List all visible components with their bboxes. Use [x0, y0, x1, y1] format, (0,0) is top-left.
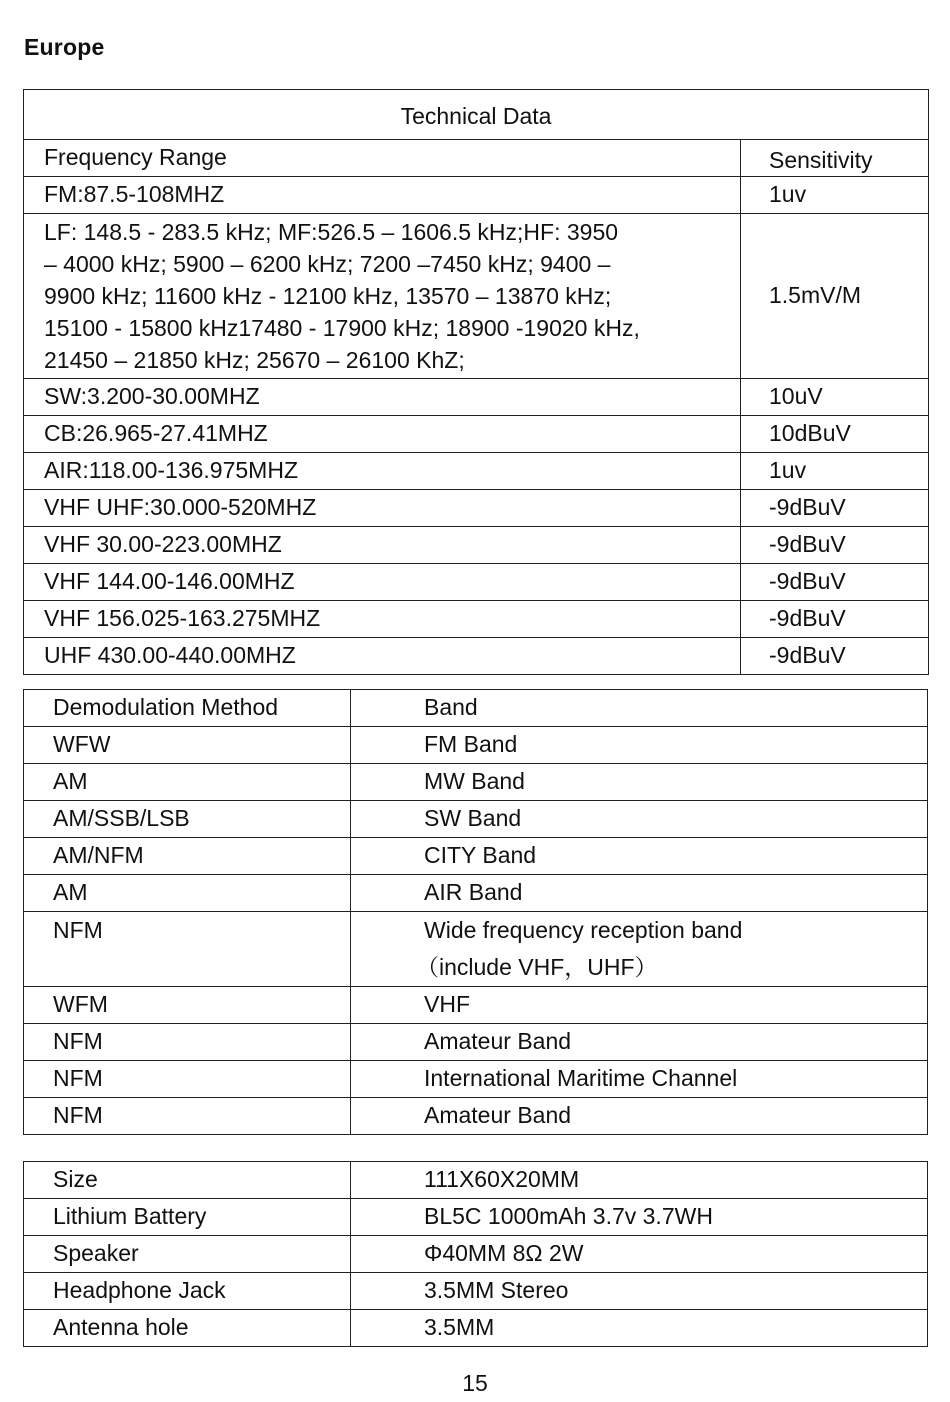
band-line: Wide frequency reception band: [424, 917, 743, 943]
technical-data-title: Technical Data: [24, 90, 929, 140]
table-row: [24, 1098, 928, 1135]
table-row: [24, 453, 929, 490]
method-cell: [24, 912, 351, 987]
spec-label: Headphone Jack: [24, 1273, 351, 1310]
sensitivity-header-label: Sensitivity: [769, 147, 873, 174]
table-row: [24, 527, 929, 564]
table-row: [24, 912, 928, 987]
method-cell: WFW: [24, 727, 351, 764]
band-cell: Amateur Band: [351, 1024, 928, 1061]
table-row: [24, 564, 929, 601]
band-cell: CITY Band: [351, 838, 928, 875]
page-number: 15: [462, 1370, 488, 1396]
spec-label: Size: [24, 1162, 351, 1199]
sensitivity-cell: -9dBuV: [741, 490, 929, 527]
frequency-line: 9900 kHz; 11600 kHz - 12100 kHz, 13570 – 13870 kHz;: [44, 283, 612, 309]
demodulation-table: [23, 689, 928, 1135]
table-row: [24, 1199, 928, 1236]
band-cell: Amateur Band: [351, 1098, 928, 1135]
sensitivity-cell: 1.5mV/M: [741, 214, 929, 379]
table-row: [24, 1024, 928, 1061]
frequency-cell: UHF 430.00-440.00MHZ: [24, 638, 741, 675]
method-cell: WFM: [24, 987, 351, 1024]
sensitivity-cell: -9dBuV: [741, 527, 929, 564]
frequency-line: LF: 148.5 - 283.5 kHz; MF:526.5 – 1606.5 kHz;HF: 3950: [44, 219, 619, 245]
table-row: [24, 601, 929, 638]
sensitivity-cell: -9dBuV: [741, 601, 929, 638]
region-heading: Europe: [24, 34, 105, 60]
sensitivity-cell: -9dBuV: [741, 638, 929, 675]
method-label: NFM: [53, 917, 103, 943]
method-cell: NFM: [24, 1061, 351, 1098]
frequency-cell: VHF 144.00-146.00MHZ: [24, 564, 741, 601]
table-row: [24, 1310, 928, 1347]
table-row: [24, 638, 929, 675]
band-cell: VHF: [351, 987, 928, 1024]
spec-value: BL5C 1000mAh 3.7v 3.7WH: [351, 1199, 928, 1236]
frequency-cell: CB:26.965-27.41MHZ: [24, 416, 741, 453]
sensitivity-header: [741, 140, 929, 177]
spec-value: 111X60X20MM: [351, 1162, 928, 1199]
table-row: [24, 177, 929, 214]
frequency-cell: SW:3.200-30.00MHZ: [24, 379, 741, 416]
frequency-line: – 4000 kHz; 5900 – 6200 kHz; 7200 –7450 kHz; 9400 –: [44, 251, 611, 277]
method-cell: AM: [24, 875, 351, 912]
physical-specs-table: [23, 1161, 928, 1347]
band-cell: AIR Band: [351, 875, 928, 912]
band-cell-multiline: [351, 912, 928, 987]
table-row: [24, 801, 928, 838]
table-row: [24, 987, 928, 1024]
method-cell: AM: [24, 764, 351, 801]
spec-label: Lithium Battery: [24, 1199, 351, 1236]
table-row: [24, 875, 928, 912]
table-row: [24, 838, 928, 875]
spec-value: 3.5MM: [351, 1310, 928, 1347]
frequency-cell-multiline: [24, 214, 741, 379]
band-line: （include VHF，UHF）: [416, 954, 658, 980]
method-cell: NFM: [24, 1098, 351, 1135]
table-row: [24, 727, 928, 764]
sensitivity-cell: 1uv: [741, 177, 929, 214]
frequency-cell: VHF UHF:30.000-520MHZ: [24, 490, 741, 527]
demodulation-method-header: Demodulation Method: [24, 690, 351, 727]
frequency-cell: AIR:118.00-136.975MHZ: [24, 453, 741, 490]
method-cell: NFM: [24, 1024, 351, 1061]
table-row: [24, 416, 929, 453]
technical-data-table: [23, 89, 929, 675]
table-row: [24, 1061, 928, 1098]
band-cell: FM Band: [351, 727, 928, 764]
frequency-cell: VHF 30.00-223.00MHZ: [24, 527, 741, 564]
band-cell: International Maritime Channel: [351, 1061, 928, 1098]
spec-value: Φ40MM 8Ω 2W: [351, 1236, 928, 1273]
sensitivity-cell: 10dBuV: [741, 416, 929, 453]
table-row: [24, 1273, 928, 1310]
frequency-cell: FM:87.5-108MHZ: [24, 177, 741, 214]
sensitivity-cell: 1uv: [741, 453, 929, 490]
sensitivity-cell: -9dBuV: [741, 564, 929, 601]
band-cell: SW Band: [351, 801, 928, 838]
table-row: [24, 379, 929, 416]
method-cell: AM/NFM: [24, 838, 351, 875]
spec-label: Antenna hole: [24, 1310, 351, 1347]
band-cell: MW Band: [351, 764, 928, 801]
spec-label: Speaker: [24, 1236, 351, 1273]
sensitivity-cell: 10uV: [741, 379, 929, 416]
table-row: [24, 1162, 928, 1199]
frequency-line: 21450 – 21850 kHz; 25670 – 26100 KhZ;: [44, 347, 465, 373]
table-row: [24, 490, 929, 527]
frequency-range-header: Frequency Range: [24, 140, 741, 177]
spec-value: 3.5MM Stereo: [351, 1273, 928, 1310]
frequency-cell: VHF 156.025-163.275MHZ: [24, 601, 741, 638]
table-row: [24, 214, 929, 379]
method-cell: AM/SSB/LSB: [24, 801, 351, 838]
table-row: [24, 764, 928, 801]
frequency-line: 15100 - 15800 kHz17480 - 17900 kHz; 18900 -19020 kHz,: [44, 315, 640, 341]
band-header: Band: [351, 690, 928, 727]
table-row: [24, 1236, 928, 1273]
